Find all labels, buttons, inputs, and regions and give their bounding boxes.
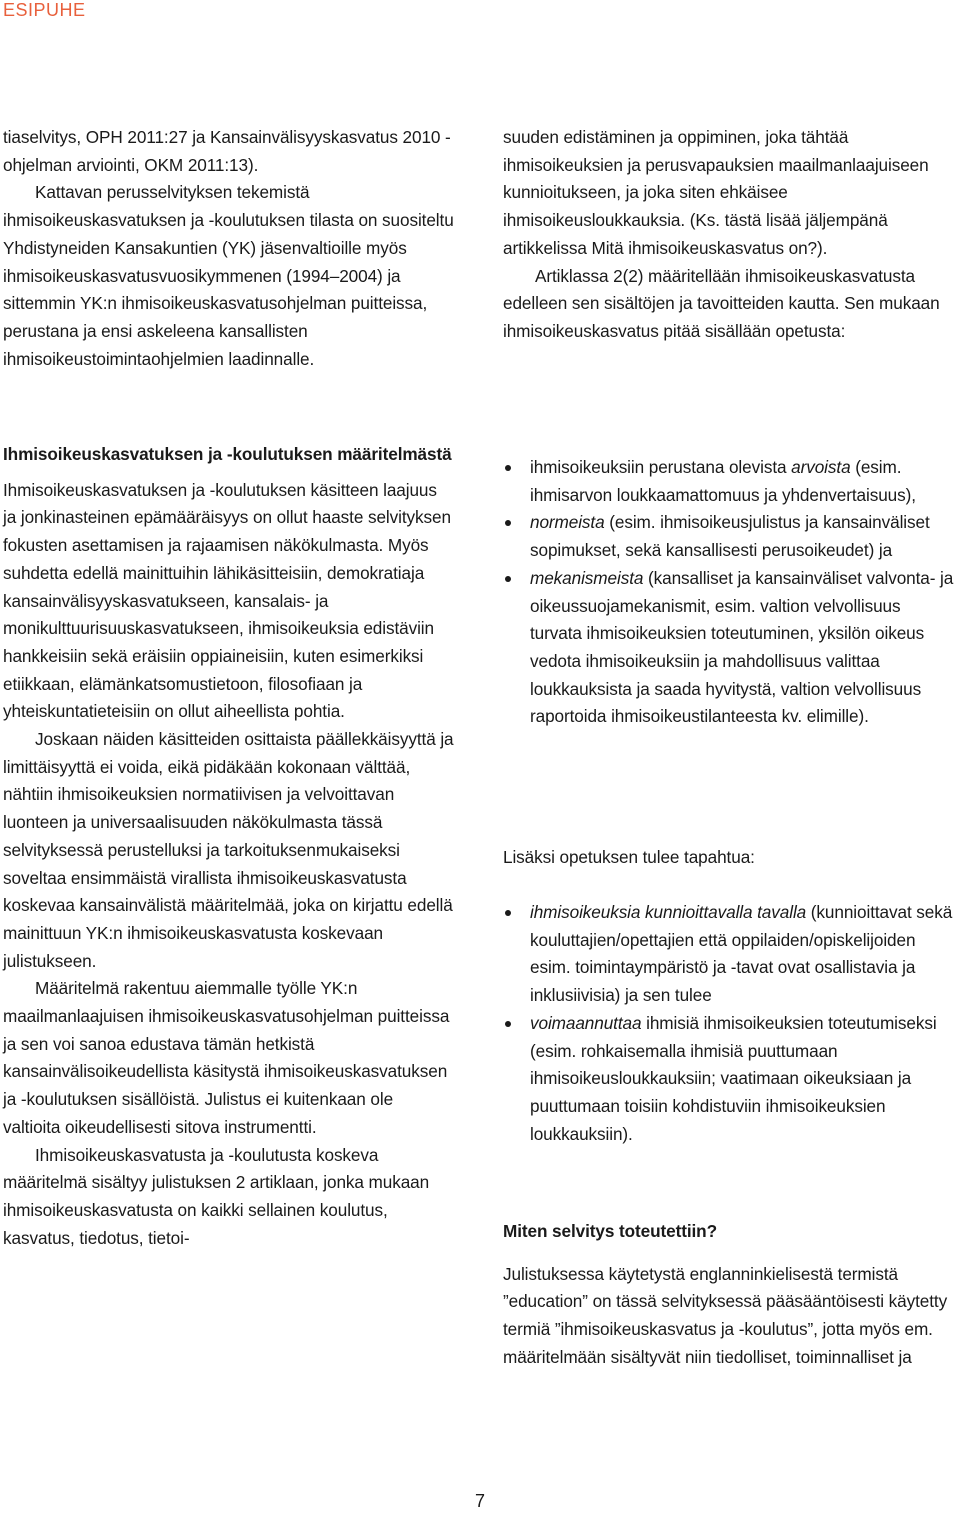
list-item: ihmisoikeuksia kunnioittavalla tavalla (kunnioittavat sekä kouluttajien/opettajien että oppilaiden/opiskelijoiden esim. toimintaympäristö ja -tavat ovat osallistavia ja inklusiivisia) ja sen tulee <box>503 899 955 1010</box>
list-item: normeista (esim. ihmisoikeusjulistus ja kansainväliset sopimukset, sekä kansallisesti perusoikeudet) ja <box>503 509 955 564</box>
left-top-block <box>3 124 454 373</box>
paragraph: Kattavan perusselvityksen tekemistä ihmisoikeuskasvatuksen ja -koulutuksen tilasta on suositeltu Yhdistyneiden Kansakuntien (YK) jäsenvaltioille myös ihmisoikeuskasvatusvuosikymmenen (1994–2004) ja sittemmin YK:n ihmisoikeuskasvatusohjelman puitteissa, perustana ja ensi askeleena kansallisten ihmisoikeustoimintaohjelmien laadinnalle. <box>3 182 454 369</box>
paragraph: tiaselvitys, OPH 2011:27 ja Kansainvälisyyskasvatus 2010 -ohjelman arviointi, OKM 2011:13). <box>3 127 451 175</box>
left-section <box>3 441 454 1252</box>
paragraph: Joskaan näiden käsitteiden osittaista päällekkäisyyttä ja limittäisyyttä ei voida, eikä pidäkään kokonaan välttää, nähtiin ihmisoikeuksien normatiivisen ja velvoittavan luonteen ja universaalisuuden näkökulmasta tässä selvityksessä perustelluksi ja tarkoituksenmukaiseksi soveltaa ensimmäistä virallista ihmisoikeuskasvatusta koskevaa kansainvälistä määritelmää, joka on kirjattu edellä mainittuun YK:n ihmisoikeuskasvatusta koskevaan julistukseen. <box>3 729 454 971</box>
paragraph: suuden edistäminen ja oppiminen, joka tähtää ihmisoikeuksien ja perusvapauksien maailmanlaajuiseen kunnioitukseen, ja joka siten ehkäisee ihmisoikeusloukkauksia. (Ks. tästä lisää jäljempänä artikkelissa Mitä ihmisoikeuskasvatus on?). <box>503 127 929 258</box>
right-mid-text <box>503 844 955 872</box>
paragraph: Ihmisoikeuskasvatuksen ja -koulutuksen käsitteen laajuus ja jonkinasteinen epämääräisyys on ollut haaste selvityksen fokusten asettamisen ja rajaamisen näkökulmasta. Myös suhdetta edellä mainittuihin lähikäsitteisiin, demokratiaja kansainvälisyyskasvatukseen, kansalais- ja monikulttuurisuuskasvatukseen, ihmisoikeuksia edistäviin hankkeisiin sekä eräisiin oppiaineisiin, kuten esimerkiksi etiikkaan, elämänkatsomustietoon, filosofiaan ja yhteiskuntatieteisiin on ollut aiheellista pohtia. <box>3 479 451 722</box>
right-top-block <box>503 124 955 346</box>
section-header-label: ESIPUHE <box>3 0 86 20</box>
right-list-2 <box>503 899 955 1148</box>
list-item: voimaannuttaa ihmisiä ihmisoikeuksien toteutumiseksi (esim. rohkaisemalla ihmisiä puuttumaan ihmisoikeusloukkauksiin; vaatimaan oikeuksiaan ja puuttumaan toisiin kohdistuviin ihmisoikeuksien loukkauksiin). <box>503 1010 955 1149</box>
section-heading: Ihmisoikeuskasvatuksen ja -koulutuksen määritelmästä <box>3 444 452 464</box>
right-list-1 <box>503 454 955 731</box>
list-item: ihmisoikeuksiin perustana olevista arvoista (esim. ihmisarvon loukkaamattomuus ja yhdenvertaisuus), <box>503 454 955 509</box>
page-number: 7 <box>474 1491 485 1511</box>
paragraph: Julistuksessa käytetystä englanninkielisestä termistä ”education” on tässä selvityksessä pääsääntöisesti käytetty termiä ”ihmisoikeuskasvatus ja -koulutus”, jotta myös em. määritelmään sisältyvät niin tiedolliset, toiminnalliset ja <box>503 1263 948 1367</box>
right-section <box>503 1218 955 1372</box>
list-item: mekanismeista (kansalliset ja kansainväliset valvonta- ja oikeussuojamekanismit, esim. valtion velvollisuus turvata ihmisoikeuksien toteutuminen, yksilön oikeus vedota ihmisoikeuksiin ja mahdollisuus valittaa loukkauksista ja saada hyvitystä, valtion velvollisuus raportoida ihmisoikeustilanteesta kv. elimille). <box>503 565 955 731</box>
paragraph: Määritelmä rakentuu aiemmalle työlle YK:n maailmanlaajuisen ihmisoikeuskasvatusohjelman puitteissa ja sen voi sanoa edustava tämän hetkistä kansainvälisoikeudellista käsitystä ihmisoikeuskasvatuksen ja -koulutuksen sisällöistä. Julistus ei kuitenkaan ole valtioita oikeudellisesti sitova instrumentti. <box>3 978 450 1137</box>
paragraph: Ihmisoikeuskasvatusta ja -koulutusta koskeva määritelmä sisältyy julistuksen 2 artiklaan, jonka mukaan ihmisoikeuskasvatusta on kaikki sellainen koulutus, kasvatus, tiedotus, tietoi- <box>3 1144 430 1248</box>
paragraph: Artiklassa 2(2) määritellään ihmisoikeuskasvatusta edelleen sen sisältöjen ja tavoitteiden kautta. Sen mukaan ihmisoikeuskasvatus pitää sisällään opetusta: <box>503 265 940 341</box>
section-heading: Miten selvitys toteutettiin? <box>503 1221 717 1241</box>
paragraph: Lisäksi opetuksen tulee tapahtua: <box>503 847 755 867</box>
